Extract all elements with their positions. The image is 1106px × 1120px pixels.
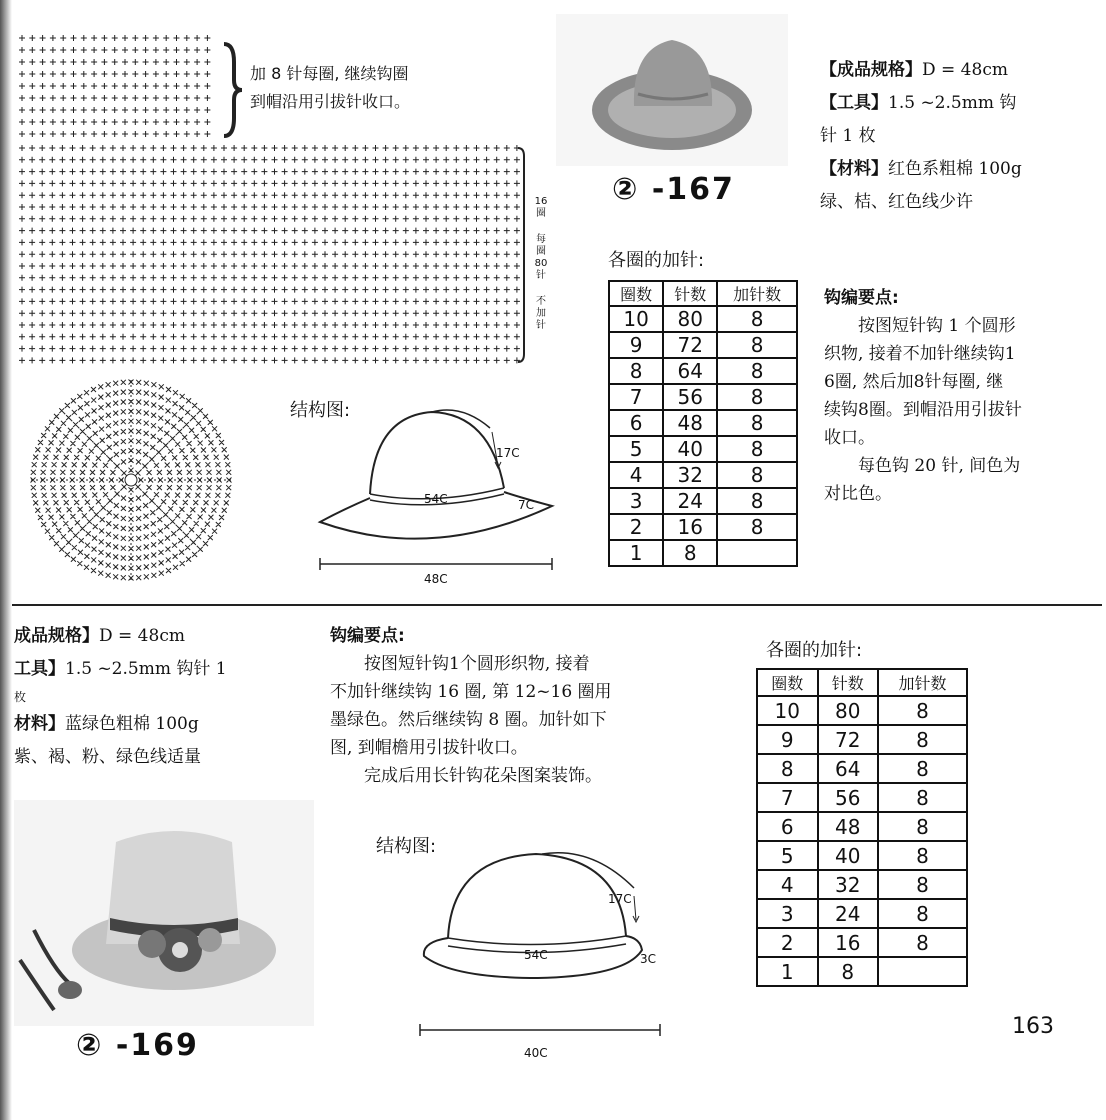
structure-brim-bottom: 3C bbox=[640, 952, 657, 966]
hat-photo-167 bbox=[556, 14, 788, 166]
increase-title-bottom: 各圈的加针: bbox=[766, 640, 863, 661]
table-cell: 9 bbox=[757, 725, 818, 754]
tool-value-2: 枚 bbox=[14, 690, 27, 704]
table-cell: 8 bbox=[878, 754, 967, 783]
structure-crown-bottom: 54C bbox=[524, 948, 548, 962]
table-header: 针数 bbox=[663, 281, 717, 306]
chart-side-label-b: 每圈80针 bbox=[534, 234, 548, 281]
structure-height-bottom: 17C bbox=[608, 892, 632, 906]
chart-note-line1: 加 8 针每圈, 继续钩圈 bbox=[250, 64, 409, 83]
table-cell: 5 bbox=[609, 436, 663, 462]
table-row bbox=[757, 725, 967, 754]
size-value: D = 48cm bbox=[922, 60, 1008, 80]
table-cell: 32 bbox=[818, 870, 879, 899]
table-cell: 8 bbox=[878, 928, 967, 957]
table-cell: 16 bbox=[663, 514, 717, 540]
table-header: 针数 bbox=[818, 669, 879, 696]
key-point-line: 墨绿色。然后继续钩 8 圈。加针如下 bbox=[330, 710, 607, 730]
material-value: 红色系粗棉 100g bbox=[888, 159, 1022, 179]
table-cell: 64 bbox=[663, 358, 717, 384]
round-stitches bbox=[109, 458, 153, 502]
table-row bbox=[609, 358, 797, 384]
tool-value-2: 针 1 枚 bbox=[820, 126, 876, 146]
table-cell bbox=[717, 540, 797, 566]
table-cell: 9 bbox=[609, 332, 663, 358]
spec-block-169 bbox=[14, 620, 227, 774]
table-header: 圈数 bbox=[757, 669, 818, 696]
spec-block-167 bbox=[820, 54, 1022, 219]
round-stitches bbox=[70, 419, 193, 542]
key-point-line: 对比色。 bbox=[824, 484, 892, 504]
key-points-top bbox=[824, 284, 1074, 508]
bracket-side bbox=[516, 146, 530, 364]
table-cell: 8 bbox=[757, 754, 818, 783]
table-row bbox=[757, 696, 967, 725]
table-cell: 8 bbox=[878, 841, 967, 870]
table-cell: 8 bbox=[878, 812, 967, 841]
key-points-bottom bbox=[330, 622, 680, 790]
structure-height-top: 17C bbox=[496, 446, 520, 460]
size-value: D = 48cm bbox=[99, 626, 185, 646]
table-cell: 8 bbox=[717, 488, 797, 514]
pattern-code-169: ② -169 bbox=[76, 1028, 199, 1063]
table-row bbox=[757, 783, 967, 812]
key-point-line: 6圈, 然后加8针每圈, 继 bbox=[824, 372, 1004, 392]
table-row bbox=[609, 384, 797, 410]
table-row bbox=[757, 870, 967, 899]
tool-label: 工具】 bbox=[14, 659, 65, 679]
table-cell: 8 bbox=[878, 783, 967, 812]
key-point-line: 收口。 bbox=[824, 428, 875, 448]
table-row bbox=[609, 488, 797, 514]
brace-upper bbox=[220, 42, 246, 138]
table-cell: 8 bbox=[878, 899, 967, 928]
increase-table-bottom bbox=[756, 668, 968, 987]
material-label: 【材料】 bbox=[820, 159, 888, 179]
table-cell: 8 bbox=[717, 332, 797, 358]
table-row bbox=[757, 754, 967, 783]
key-points-title-bottom: 钩编要点: bbox=[330, 626, 405, 646]
table-cell: 64 bbox=[818, 754, 879, 783]
structure-brim-top: 7C bbox=[518, 498, 535, 512]
key-points-title-top: 钩编要点: bbox=[824, 288, 899, 308]
key-point-line: 完成后用长针钩花朵图案装饰。 bbox=[364, 766, 602, 786]
material-value: 蓝绿色粗棉 100g bbox=[65, 714, 199, 734]
table-cell: 32 bbox=[663, 462, 717, 488]
table-cell: 10 bbox=[609, 306, 663, 332]
material-label: 材料】 bbox=[14, 714, 65, 734]
chart-side-label-a: 16圈 bbox=[534, 196, 548, 219]
table-cell: 7 bbox=[757, 783, 818, 812]
table-row bbox=[609, 514, 797, 540]
table-cell: 8 bbox=[717, 410, 797, 436]
table-cell: 8 bbox=[717, 462, 797, 488]
table-cell: 8 bbox=[609, 358, 663, 384]
table-cell: 56 bbox=[818, 783, 879, 812]
table-cell: 24 bbox=[663, 488, 717, 514]
size-label: 【成品规格】 bbox=[820, 60, 922, 80]
table-cell: 72 bbox=[663, 332, 717, 358]
table-cell: 48 bbox=[818, 812, 879, 841]
table-row bbox=[757, 812, 967, 841]
structure-title-bottom: 结构图: bbox=[376, 836, 437, 857]
round-stitches bbox=[99, 448, 163, 512]
table-cell: 80 bbox=[663, 306, 717, 332]
table-cell: 7 bbox=[609, 384, 663, 410]
table-cell: 8 bbox=[717, 384, 797, 410]
table-cell: 4 bbox=[609, 462, 663, 488]
hat-photo-169 bbox=[14, 800, 314, 1026]
table-row bbox=[609, 462, 797, 488]
stitch-chart-upper bbox=[16, 30, 216, 138]
table-cell: 8 bbox=[717, 514, 797, 540]
chart-side-label-c: 不加针 bbox=[536, 296, 546, 331]
table-cell: 6 bbox=[609, 410, 663, 436]
table-header: 圈数 bbox=[609, 281, 663, 306]
table-cell: 16 bbox=[818, 928, 879, 957]
size-label: 成品规格】 bbox=[14, 626, 99, 646]
table-cell: 8 bbox=[878, 870, 967, 899]
page-binding-edge bbox=[0, 0, 12, 1120]
page-number: 163 bbox=[1012, 1014, 1054, 1039]
table-header: 加针数 bbox=[878, 669, 967, 696]
table-cell: 8 bbox=[878, 725, 967, 754]
hat-structure-diagram-bottom bbox=[412, 838, 662, 1038]
table-row bbox=[609, 410, 797, 436]
section-divider bbox=[12, 604, 1102, 606]
table-cell: 8 bbox=[717, 306, 797, 332]
table-cell: 5 bbox=[757, 841, 818, 870]
table-cell: 48 bbox=[663, 410, 717, 436]
key-point-line: 按图短针钩1个圆形织物, 接着 bbox=[364, 654, 590, 674]
table-cell: 6 bbox=[757, 812, 818, 841]
table-cell: 3 bbox=[757, 899, 818, 928]
table-cell: 10 bbox=[757, 696, 818, 725]
stitch-chart-body bbox=[16, 142, 524, 368]
key-point-line: 每色钩 20 针, 间色为 bbox=[858, 456, 1021, 476]
table-cell: 8 bbox=[717, 358, 797, 384]
table-row bbox=[609, 436, 797, 462]
table-cell: 3 bbox=[609, 488, 663, 514]
circular-stitch-chart bbox=[28, 366, 234, 596]
table-cell: 8 bbox=[663, 540, 717, 566]
table-cell: 24 bbox=[818, 899, 879, 928]
table-cell: 8 bbox=[717, 436, 797, 462]
key-point-line: 图, 到帽檐用引拔针收口。 bbox=[330, 738, 528, 758]
round-stitches bbox=[50, 399, 212, 561]
structure-width-top: 48C bbox=[424, 572, 448, 586]
table-row bbox=[609, 540, 797, 566]
key-point-line: 续钩8圈。到帽沿用引拔针 bbox=[824, 400, 1022, 420]
table-cell: 8 bbox=[818, 957, 879, 986]
tool-value: 1.5 ~2.5mm 钩 bbox=[888, 93, 1017, 113]
stitch-marks bbox=[19, 35, 210, 137]
structure-title-top: 结构图: bbox=[290, 400, 351, 421]
key-point-line: 按图短针钩 1 个圆形 bbox=[858, 316, 1016, 336]
table-cell: 56 bbox=[663, 384, 717, 410]
key-point-line: 不加针继续钩 16 圈, 第 12~16 圈用 bbox=[330, 682, 612, 702]
table-cell bbox=[878, 957, 967, 986]
round-stitches bbox=[80, 429, 183, 532]
table-row bbox=[609, 306, 797, 332]
table-row bbox=[757, 899, 967, 928]
table-cell: 40 bbox=[818, 841, 879, 870]
table-row bbox=[757, 928, 967, 957]
table-row bbox=[609, 332, 797, 358]
table-cell: 80 bbox=[818, 696, 879, 725]
tool-label: 【工具】 bbox=[820, 93, 888, 113]
table-cell: 4 bbox=[757, 870, 818, 899]
increase-title-top: 各圈的加针: bbox=[608, 250, 705, 271]
table-cell: 8 bbox=[878, 696, 967, 725]
chart-note bbox=[250, 60, 410, 116]
stitch-marks bbox=[19, 145, 520, 363]
chart-note-line2: 到帽沿用引拔针收口。 bbox=[250, 92, 411, 111]
increase-table-top bbox=[608, 280, 798, 567]
table-cell: 40 bbox=[663, 436, 717, 462]
structure-crown-top: 54C bbox=[424, 492, 448, 506]
material-value-2: 绿、桔、红色线少许 bbox=[820, 192, 973, 212]
table-cell: 1 bbox=[757, 957, 818, 986]
table-cell: 2 bbox=[757, 928, 818, 957]
table-cell: 72 bbox=[818, 725, 879, 754]
table-header: 加针数 bbox=[717, 281, 797, 306]
tool-value: 1.5 ~2.5mm 钩针 1 bbox=[65, 659, 227, 679]
table-cell: 1 bbox=[609, 540, 663, 566]
center-ring bbox=[125, 474, 137, 486]
structure-width-bottom: 40C bbox=[524, 1046, 548, 1060]
material-value-2: 紫、褐、粉、绿色线适量 bbox=[14, 747, 201, 767]
key-point-line: 织物, 接着不加针继续钩1 bbox=[824, 344, 1016, 364]
pattern-code-167: ② -167 bbox=[612, 172, 735, 207]
table-row bbox=[757, 841, 967, 870]
table-row bbox=[757, 957, 967, 986]
table-cell: 2 bbox=[609, 514, 663, 540]
